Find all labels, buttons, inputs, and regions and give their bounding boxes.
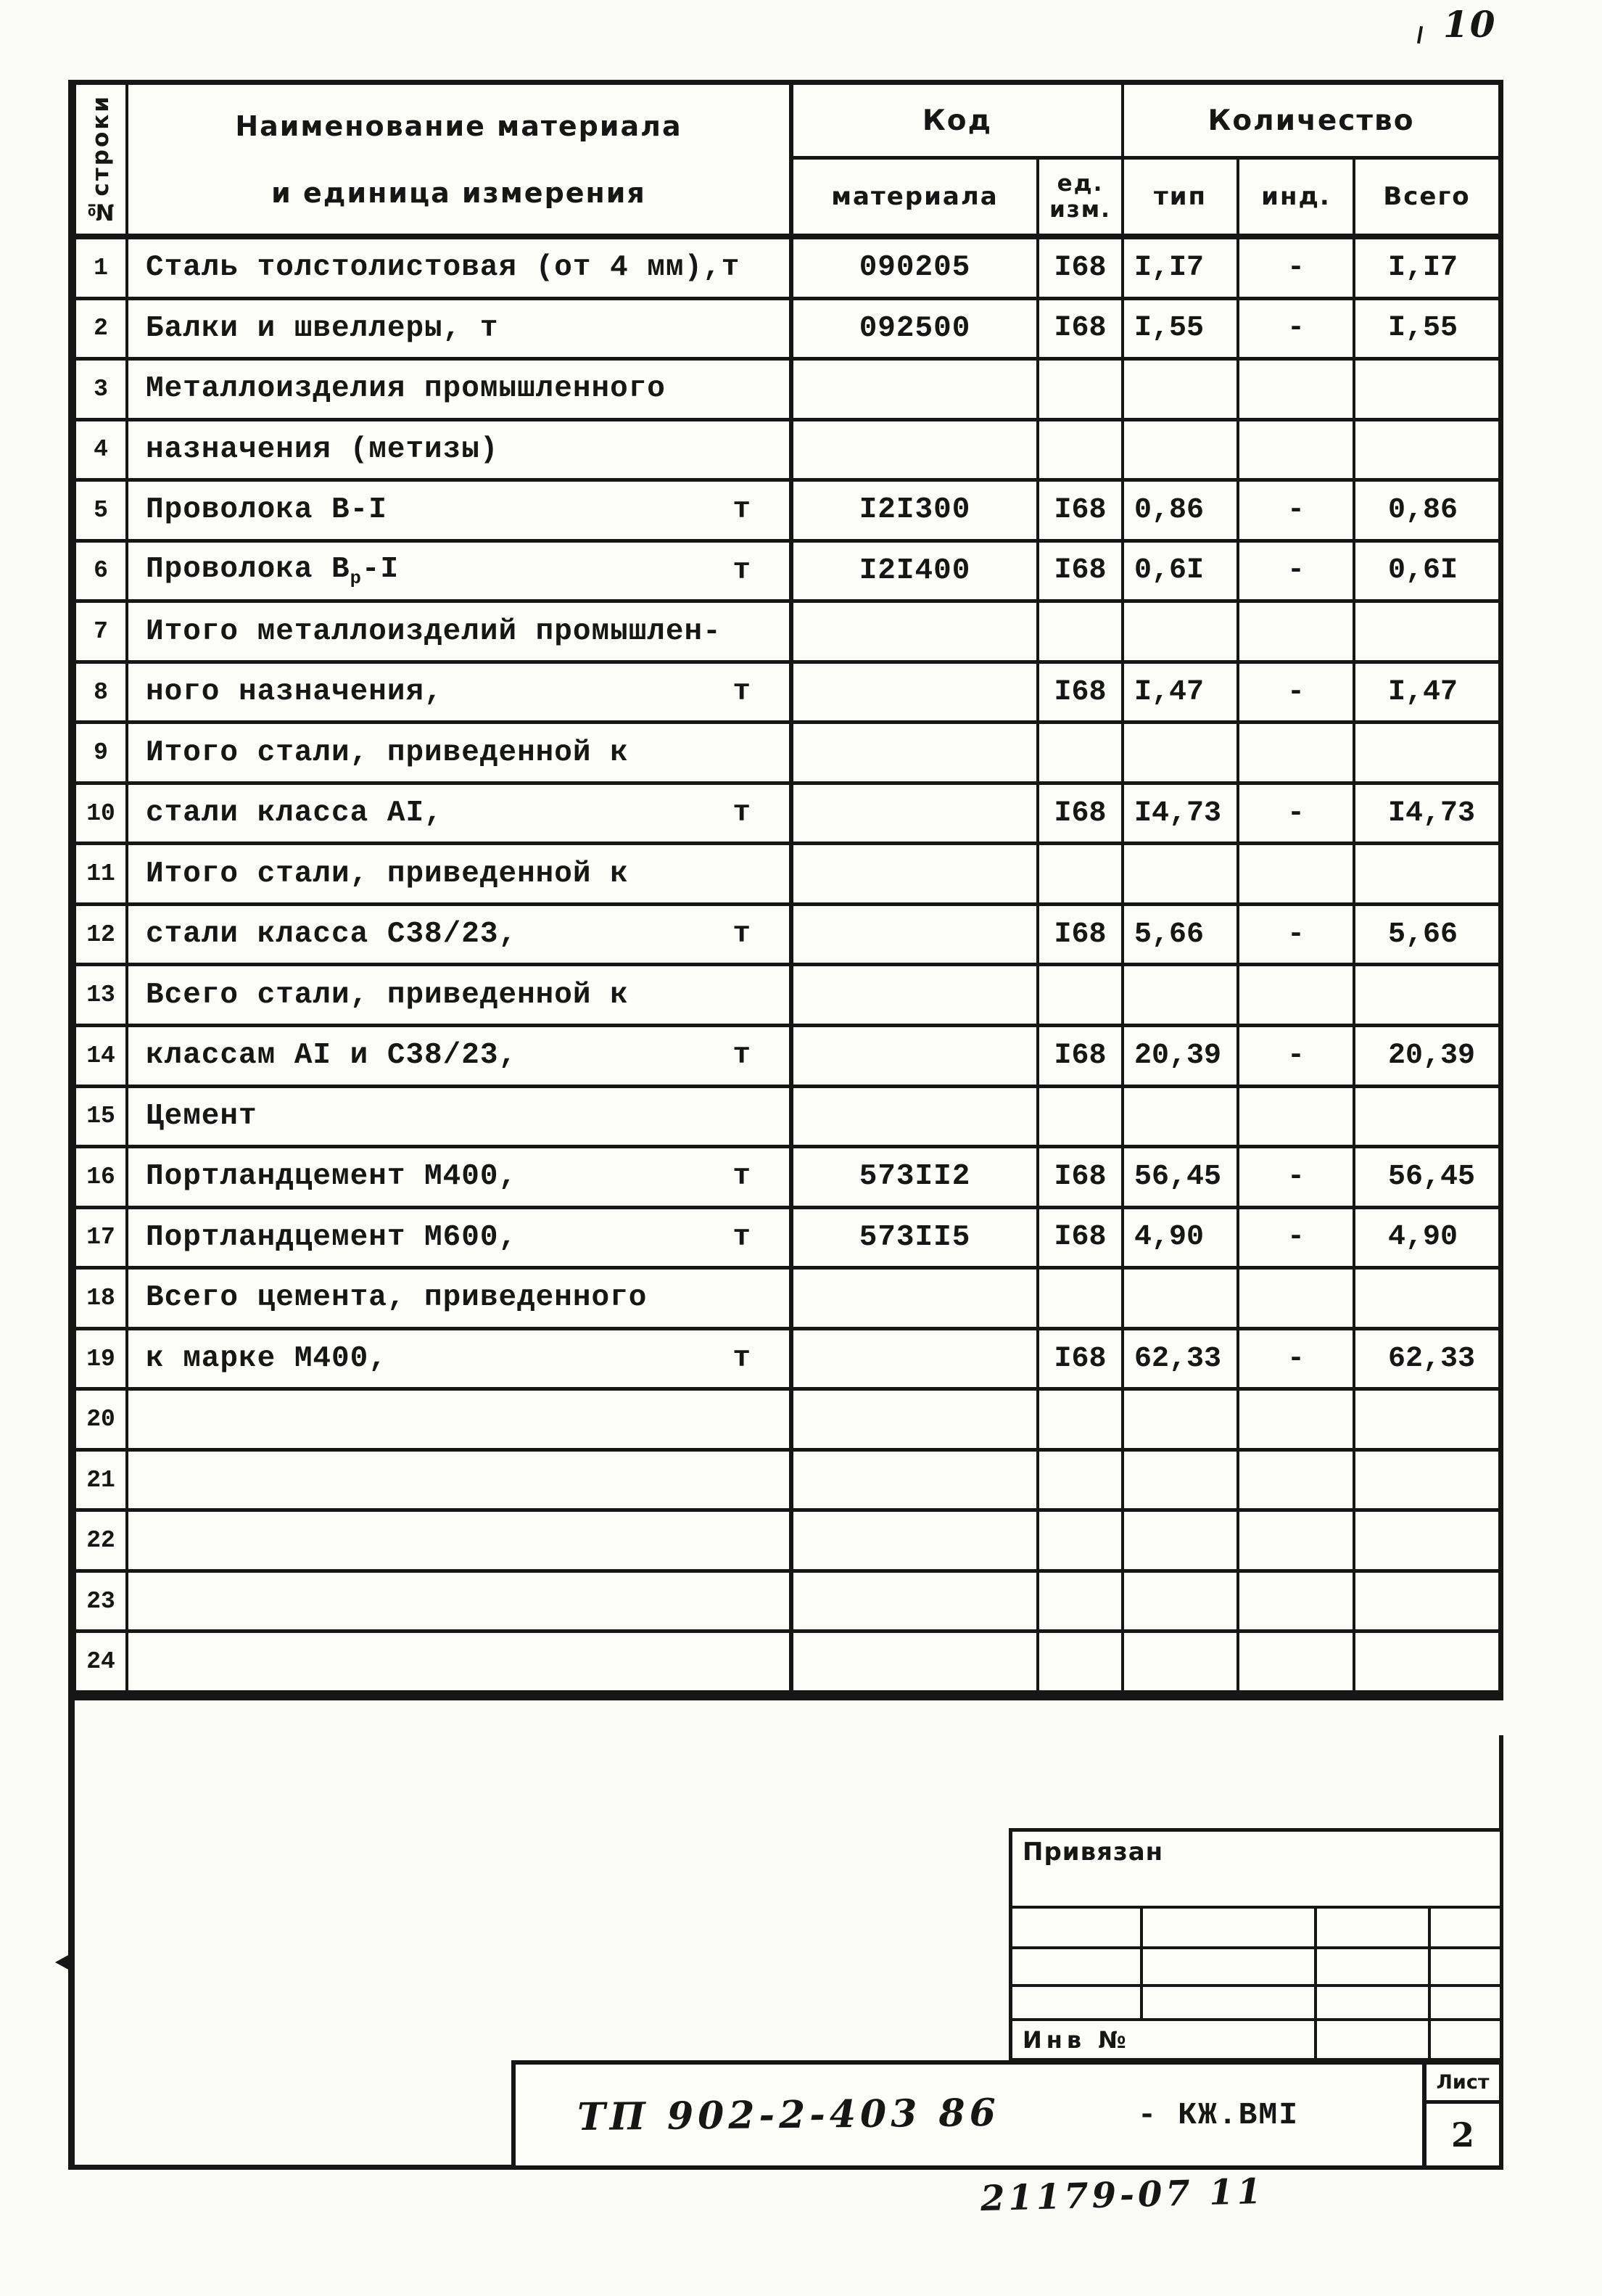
registration-grid-cell bbox=[1431, 1987, 1500, 2021]
qty-total-cell: I,55 bbox=[1355, 300, 1498, 361]
column-header-row-number bbox=[76, 85, 128, 239]
qty-type-cell: I,I7 bbox=[1124, 239, 1239, 300]
material-name-cell bbox=[128, 906, 793, 967]
material-code-cell bbox=[793, 785, 1039, 846]
material-name-cell bbox=[128, 1573, 793, 1634]
material-name-text: Балки и швеллеры, т bbox=[146, 311, 499, 345]
material-name-text: назначения (метизы) bbox=[146, 432, 499, 466]
registration-grid-cell bbox=[1143, 1909, 1317, 1949]
row-number-cell: 22 bbox=[76, 1512, 128, 1573]
qty-type-cell bbox=[1124, 1633, 1239, 1694]
row-number-cell: 19 bbox=[76, 1330, 128, 1391]
handwritten-note: 21179-07 11 bbox=[980, 2170, 1266, 2220]
material-code-cell bbox=[793, 845, 1039, 906]
sheet-number: 2 bbox=[1450, 2115, 1474, 2155]
title-stamp bbox=[511, 2060, 1503, 2170]
qty-total-cell: 20,39 bbox=[1355, 1027, 1498, 1088]
material-name-text: ного назначения, bbox=[146, 675, 443, 709]
unit-suffix: т bbox=[732, 675, 751, 709]
material-name-text: к марке М400, bbox=[146, 1342, 387, 1375]
inventory-number-label: Инв № bbox=[1012, 2021, 1317, 2058]
qty-ind-cell bbox=[1239, 966, 1355, 1027]
material-code-cell bbox=[793, 1573, 1039, 1634]
unit-suffix: т bbox=[732, 1342, 751, 1375]
unit-code-cell: I68 bbox=[1039, 1027, 1124, 1088]
row-number-cell: 13 bbox=[76, 966, 128, 1027]
registration-grid-cell bbox=[1317, 2021, 1431, 2058]
material-name-text: Проволока В-I bbox=[146, 493, 387, 527]
row-number-cell: 21 bbox=[76, 1452, 128, 1513]
material-name-cell bbox=[128, 724, 793, 785]
material-name-header-line2: и единица измерения bbox=[271, 176, 646, 209]
unit-code-cell: I68 bbox=[1039, 1330, 1124, 1391]
material-name-text: классам АI и С38/23, bbox=[146, 1039, 518, 1073]
unit-suffix: т bbox=[732, 493, 751, 527]
registration-block bbox=[1009, 1828, 1503, 2062]
unit-code-cell bbox=[1039, 1573, 1124, 1634]
row-number-cell: 20 bbox=[76, 1391, 128, 1452]
column-header-material-code: материала bbox=[793, 160, 1039, 239]
qty-type-cell bbox=[1124, 966, 1239, 1027]
unit-header-line1: ед. bbox=[1057, 170, 1104, 197]
qty-ind-cell bbox=[1239, 845, 1355, 906]
material-name-cell bbox=[128, 1088, 793, 1149]
registration-grid-cell bbox=[1431, 2021, 1500, 2058]
column-group-header-quantity: Количество bbox=[1124, 85, 1498, 160]
material-name-cell bbox=[128, 1391, 793, 1452]
unit-code-cell: I68 bbox=[1039, 300, 1124, 361]
material-name-text: Всего стали, приведенной к bbox=[146, 978, 629, 1012]
qty-ind-cell bbox=[1239, 1270, 1355, 1330]
qty-ind-cell bbox=[1239, 1452, 1355, 1513]
registration-grid-cell bbox=[1012, 1987, 1143, 2021]
material-name-text: Сталь толстолистовая (от 4 мм),т bbox=[146, 251, 740, 285]
qty-type-cell bbox=[1124, 421, 1239, 482]
qty-total-cell: 56,45 bbox=[1355, 1148, 1498, 1209]
column-header-ind: инд. bbox=[1239, 160, 1355, 239]
qty-total-cell: I,I7 bbox=[1355, 239, 1498, 300]
registration-grid-cell bbox=[1012, 1949, 1143, 1987]
row-number-cell: 3 bbox=[76, 361, 128, 421]
material-name-cell bbox=[128, 966, 793, 1027]
qty-type-cell: 62,33 bbox=[1124, 1330, 1239, 1391]
material-name-cell bbox=[128, 1452, 793, 1513]
qty-type-cell bbox=[1124, 1391, 1239, 1452]
qty-ind-cell: - bbox=[1239, 300, 1355, 361]
material-name-cell bbox=[128, 1270, 793, 1330]
unit-code-cell: I68 bbox=[1039, 906, 1124, 967]
material-name-text: Металлоизделия промышленного bbox=[146, 372, 666, 406]
unit-code-cell bbox=[1039, 603, 1124, 664]
unit-suffix: т bbox=[732, 918, 751, 952]
qty-total-cell bbox=[1355, 1512, 1498, 1573]
material-name-text: Итого стали, приведенной к bbox=[146, 857, 629, 891]
qty-total-cell: I4,73 bbox=[1355, 785, 1498, 846]
material-name-text: Итого стали, приведенной к bbox=[146, 736, 629, 770]
material-name-cell bbox=[128, 361, 793, 421]
qty-ind-cell bbox=[1239, 1512, 1355, 1573]
qty-total-cell bbox=[1355, 1391, 1498, 1452]
unit-suffix: т bbox=[732, 1039, 751, 1073]
material-name-cell bbox=[128, 421, 793, 482]
column-header-unit bbox=[1039, 160, 1124, 239]
qty-total-cell: 0,6I bbox=[1355, 543, 1498, 604]
column-group-header-code: Код bbox=[793, 85, 1124, 160]
unit-code-cell bbox=[1039, 1512, 1124, 1573]
registration-grid-cell bbox=[1431, 1949, 1500, 1987]
registration-grid-cell bbox=[1012, 1909, 1143, 1949]
material-code-cell bbox=[793, 1452, 1039, 1513]
qty-total-cell bbox=[1355, 724, 1498, 785]
qty-total-cell bbox=[1355, 1452, 1498, 1513]
material-code-cell bbox=[793, 421, 1039, 482]
unit-code-cell bbox=[1039, 966, 1124, 1027]
row-number-cell: 14 bbox=[76, 1027, 128, 1088]
qty-type-cell: 0,6I bbox=[1124, 543, 1239, 604]
registration-grid-cell bbox=[1317, 1949, 1431, 1987]
materials-table bbox=[68, 80, 1503, 1700]
unit-code-cell: I68 bbox=[1039, 664, 1124, 725]
row-number-cell: 16 bbox=[76, 1148, 128, 1209]
qty-ind-cell bbox=[1239, 361, 1355, 421]
qty-type-cell: 20,39 bbox=[1124, 1027, 1239, 1088]
qty-ind-cell: - bbox=[1239, 239, 1355, 300]
material-code-cell bbox=[793, 1027, 1039, 1088]
registration-grid-cell bbox=[1143, 1987, 1317, 2021]
sheet-box bbox=[1422, 2065, 1499, 2165]
material-name-header-line1: Наименование материала bbox=[235, 110, 682, 142]
row-number-cell: 12 bbox=[76, 906, 128, 967]
qty-total-cell bbox=[1355, 1633, 1498, 1694]
qty-total-cell bbox=[1355, 966, 1498, 1027]
row-number-cell: 10 bbox=[76, 785, 128, 846]
material-name-text: Портландцемент М600, bbox=[146, 1220, 518, 1254]
material-name-cell bbox=[128, 300, 793, 361]
row-number-cell: 18 bbox=[76, 1270, 128, 1330]
qty-type-cell: I,47 bbox=[1124, 664, 1239, 725]
qty-type-cell bbox=[1124, 361, 1239, 421]
row-number-cell: 23 bbox=[76, 1573, 128, 1634]
material-name-cell bbox=[128, 603, 793, 664]
material-name-text: Проволока $В_р-I$ bbox=[146, 552, 400, 590]
qty-type-cell bbox=[1124, 1573, 1239, 1634]
material-name-cell bbox=[128, 1027, 793, 1088]
qty-ind-cell: - bbox=[1239, 543, 1355, 604]
qty-ind-cell bbox=[1239, 1088, 1355, 1149]
material-code-cell bbox=[793, 1633, 1039, 1694]
material-code-cell: 573II2 bbox=[793, 1148, 1039, 1209]
material-name-text: Всего цемента, приведенного bbox=[146, 1281, 648, 1315]
material-code-cell: I2I300 bbox=[793, 482, 1039, 543]
material-name-cell bbox=[128, 785, 793, 846]
row-number-cell: 7 bbox=[76, 603, 128, 664]
unit-code-cell: I68 bbox=[1039, 543, 1124, 604]
column-header-type: тип bbox=[1124, 160, 1239, 239]
title-stamp-main bbox=[516, 2065, 1422, 2165]
material-code-cell: 092500 bbox=[793, 300, 1039, 361]
qty-type-cell: 5,66 bbox=[1124, 906, 1239, 967]
unit-code-cell: I68 bbox=[1039, 239, 1124, 300]
unit-code-cell bbox=[1039, 1633, 1124, 1694]
qty-total-cell: 0,86 bbox=[1355, 482, 1498, 543]
unit-code-cell: I68 bbox=[1039, 482, 1124, 543]
qty-total-cell bbox=[1355, 845, 1498, 906]
material-code-cell bbox=[793, 966, 1039, 1027]
row-number-vertical-label: №строки bbox=[88, 94, 114, 225]
unit-code-cell bbox=[1039, 1270, 1124, 1330]
material-code-cell bbox=[793, 724, 1039, 785]
row-number-cell: 9 bbox=[76, 724, 128, 785]
qty-type-cell bbox=[1124, 603, 1239, 664]
row-number-cell: 24 bbox=[76, 1633, 128, 1694]
row-number-cell: 17 bbox=[76, 1209, 128, 1270]
page-number: 10 bbox=[1443, 3, 1497, 46]
sheet-label: Лист bbox=[1426, 2065, 1499, 2104]
qty-type-cell bbox=[1124, 1270, 1239, 1330]
row-number-cell: 1 bbox=[76, 239, 128, 300]
unit-header-line2: изм. bbox=[1049, 197, 1111, 223]
row-number-cell: 5 bbox=[76, 482, 128, 543]
material-name-text: Цемент bbox=[146, 1099, 257, 1133]
column-header-material-name bbox=[128, 85, 793, 239]
stray-mark bbox=[1417, 26, 1423, 44]
qty-ind-cell bbox=[1239, 1633, 1355, 1694]
qty-type-cell: 0,86 bbox=[1124, 482, 1239, 543]
registration-grid-cell bbox=[1317, 1909, 1431, 1949]
qty-total-cell: 4,90 bbox=[1355, 1209, 1498, 1270]
registration-grid-cell bbox=[1143, 1949, 1317, 1987]
qty-total-cell: 5,66 bbox=[1355, 906, 1498, 967]
unit-code-cell bbox=[1039, 845, 1124, 906]
qty-total-cell bbox=[1355, 1088, 1498, 1149]
qty-ind-cell bbox=[1239, 603, 1355, 664]
document-number: ТП 902-2-403 86 bbox=[577, 2090, 1001, 2140]
qty-type-cell: I,55 bbox=[1124, 300, 1239, 361]
material-code-cell: 573II5 bbox=[793, 1209, 1039, 1270]
material-name-cell bbox=[128, 543, 793, 604]
material-code-cell bbox=[793, 664, 1039, 725]
qty-total-cell bbox=[1355, 1270, 1498, 1330]
qty-type-cell bbox=[1124, 1452, 1239, 1513]
material-code-cell: 090205 bbox=[793, 239, 1039, 300]
qty-total-cell bbox=[1355, 361, 1498, 421]
material-name-text: стали класса С38/23, bbox=[146, 918, 518, 952]
qty-type-cell bbox=[1124, 1088, 1239, 1149]
material-name-cell bbox=[128, 1148, 793, 1209]
material-name-cell bbox=[128, 1330, 793, 1391]
row-number-cell: 11 bbox=[76, 845, 128, 906]
material-name-cell bbox=[128, 239, 793, 300]
qty-ind-cell bbox=[1239, 421, 1355, 482]
material-name-cell bbox=[128, 664, 793, 725]
row-number-cell: 8 bbox=[76, 664, 128, 725]
qty-ind-cell: - bbox=[1239, 482, 1355, 543]
material-code-cell bbox=[793, 603, 1039, 664]
qty-type-cell: 56,45 bbox=[1124, 1148, 1239, 1209]
material-name-cell bbox=[128, 845, 793, 906]
pinned-label: Привязан bbox=[1012, 1832, 1500, 1909]
qty-type-cell bbox=[1124, 1512, 1239, 1573]
material-code-cell bbox=[793, 906, 1039, 967]
unit-code-cell: I68 bbox=[1039, 1148, 1124, 1209]
material-name-cell bbox=[128, 1209, 793, 1270]
unit-suffix: т bbox=[732, 554, 751, 588]
document-code: - КЖ.ВМI bbox=[1137, 2097, 1299, 2133]
qty-ind-cell bbox=[1239, 1391, 1355, 1452]
qty-total-cell bbox=[1355, 421, 1498, 482]
qty-ind-cell: - bbox=[1239, 1148, 1355, 1209]
material-code-cell bbox=[793, 1330, 1039, 1391]
material-name-cell bbox=[128, 1633, 793, 1694]
unit-suffix: т bbox=[732, 797, 751, 831]
left-frame-line bbox=[68, 1698, 75, 2170]
material-name-text: Итого металлоизделий промышлен- bbox=[146, 614, 722, 649]
material-code-cell bbox=[793, 1512, 1039, 1573]
qty-ind-cell bbox=[1239, 724, 1355, 785]
qty-type-cell: 4,90 bbox=[1124, 1209, 1239, 1270]
qty-ind-cell: - bbox=[1239, 1027, 1355, 1088]
unit-code-cell bbox=[1039, 1391, 1124, 1452]
row-number-cell: 2 bbox=[76, 300, 128, 361]
qty-ind-cell: - bbox=[1239, 1330, 1355, 1391]
qty-type-cell bbox=[1124, 845, 1239, 906]
fold-mark bbox=[55, 1954, 70, 1970]
registration-grid-cell bbox=[1317, 1987, 1431, 2021]
qty-total-cell bbox=[1355, 1573, 1498, 1634]
material-name-text: Портландцемент М400, bbox=[146, 1160, 518, 1194]
unit-code-cell bbox=[1039, 361, 1124, 421]
qty-ind-cell: - bbox=[1239, 664, 1355, 725]
material-code-cell bbox=[793, 1391, 1039, 1452]
row-number-cell: 15 bbox=[76, 1088, 128, 1149]
unit-code-cell: I68 bbox=[1039, 1209, 1124, 1270]
unit-suffix: т bbox=[732, 1160, 751, 1194]
unit-code-cell bbox=[1039, 421, 1124, 482]
unit-suffix: т bbox=[732, 1220, 751, 1254]
unit-code-cell bbox=[1039, 1452, 1124, 1513]
material-name-cell bbox=[128, 482, 793, 543]
qty-total-cell: 62,33 bbox=[1355, 1330, 1498, 1391]
material-name-cell bbox=[128, 1512, 793, 1573]
qty-type-cell: I4,73 bbox=[1124, 785, 1239, 846]
qty-ind-cell bbox=[1239, 1573, 1355, 1634]
registration-grid-cell bbox=[1431, 1909, 1500, 1949]
unit-code-cell bbox=[1039, 724, 1124, 785]
row-number-cell: 6 bbox=[76, 543, 128, 604]
qty-ind-cell: - bbox=[1239, 1209, 1355, 1270]
material-code-cell bbox=[793, 1270, 1039, 1330]
column-header-total: Всего bbox=[1355, 160, 1498, 239]
qty-total-cell: I,47 bbox=[1355, 664, 1498, 725]
unit-code-cell bbox=[1039, 1088, 1124, 1149]
material-code-cell bbox=[793, 1088, 1039, 1149]
unit-code-cell: I68 bbox=[1039, 785, 1124, 846]
qty-ind-cell: - bbox=[1239, 785, 1355, 846]
row-number-cell: 4 bbox=[76, 421, 128, 482]
material-code-cell bbox=[793, 361, 1039, 421]
qty-ind-cell: - bbox=[1239, 906, 1355, 967]
material-name-text: стали класса АI, bbox=[146, 797, 443, 831]
material-code-cell: I2I400 bbox=[793, 543, 1039, 604]
qty-type-cell bbox=[1124, 724, 1239, 785]
qty-total-cell bbox=[1355, 603, 1498, 664]
